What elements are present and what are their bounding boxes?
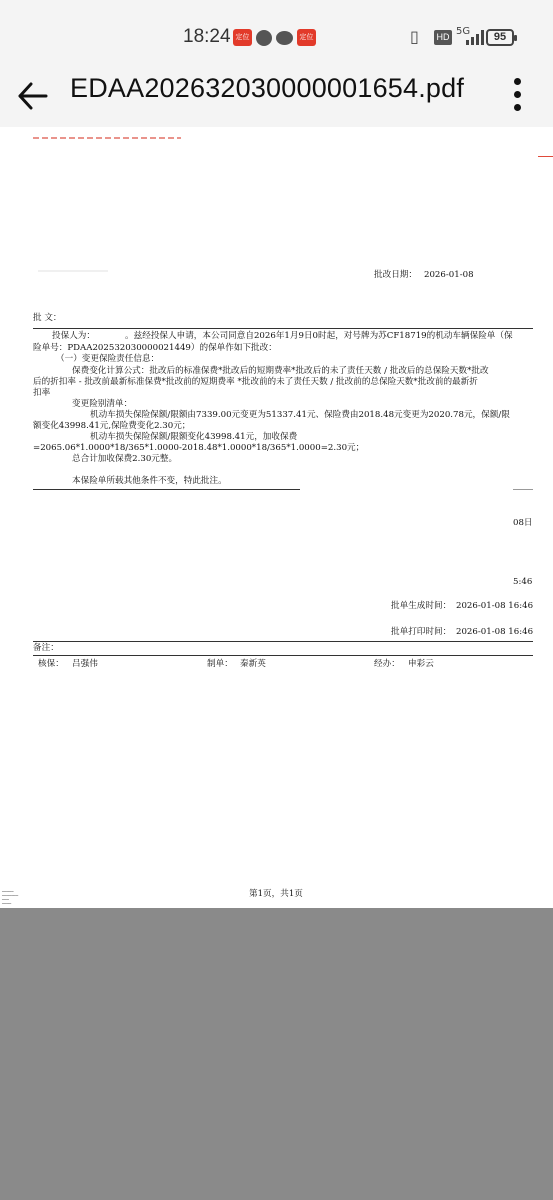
faint-mark	[38, 270, 108, 272]
reviewer-label: 核保：	[38, 659, 64, 669]
status-bar	[0, 0, 553, 70]
body-line-9: 额变化43998.41元,保险费变化2.30元；	[33, 421, 191, 431]
body-line-12: 总合计加收保费2.30元整。	[72, 454, 178, 464]
maker-name: 秦新英	[240, 659, 266, 669]
partial-date: 08日	[513, 518, 533, 528]
red-header-mark	[33, 137, 181, 139]
remarks-label: 备注：	[33, 643, 59, 653]
page-number: 第1页，共1页	[249, 889, 303, 899]
partial-time: 5:46	[513, 577, 533, 587]
printed-time-label: 批单打印时间：	[391, 627, 452, 637]
back-arrow-icon[interactable]	[14, 76, 54, 116]
body-line-13: 本保险单所载其他条件不变，特此批注。	[72, 476, 227, 486]
body-line-2: 险单号：PDAA202532030000021449）的保单作如下批改：	[33, 343, 277, 353]
empty-viewer-area	[0, 908, 553, 1200]
generated-time-label: 批单生成时间：	[391, 601, 452, 611]
body-line-7: 变更险别清单：	[72, 399, 133, 409]
status-time: 18:24	[183, 26, 231, 47]
body-line-10: 机动车损失保险保额/限额变化43998.41元，加收保费	[90, 432, 298, 442]
divider-short	[33, 489, 300, 490]
body-line-3: （一）变更保险责任信息：	[56, 354, 160, 364]
body-line-8: 机动车损失保险保额/限额由7339.00元变更为51337.41元、保险费由2018.48元变更为2020.78元，保额/限	[90, 410, 510, 420]
body-line-11: =2065.06*1.0000*18/365*1.0000-2018.48*1.0000*18/365*1.0000=2.30元；	[33, 443, 365, 453]
notification-app-icon	[256, 30, 272, 46]
generated-time-value: 2026-01-08 16:46	[456, 601, 534, 611]
more-options-icon[interactable]	[506, 75, 530, 115]
body-line-1: 投保人为： 。兹经投保人申请，本公司同意自2026年1月9日0时起，对号牌为苏CF18719的机动车辆保险单（保	[52, 331, 513, 341]
body-line-4: 保费变化计算公式：批改后的标准保费*批改后的短期费率*批改后的未了责任天数 / 批改后的总保险天数*批改	[72, 366, 489, 376]
endorsement-date-value: 2026-01-08	[424, 270, 474, 280]
divider	[33, 328, 533, 329]
divider-remarks-bottom	[33, 655, 533, 656]
red-edge-mark	[538, 156, 553, 157]
document-title: EDAA202632030000001654.pdf	[70, 73, 465, 103]
vibrate-icon: ▯	[410, 27, 419, 46]
tiny-footer-text: ▁▁▁▁▁ ▁▁▁▁▁▁▁ ▁▁▁ ▁▁▁▁	[2, 888, 19, 904]
divider-remarks-top	[33, 641, 533, 642]
body-line-6: 扣率	[33, 388, 51, 398]
hd-icon: HD	[434, 30, 452, 45]
news-app-icon: 定位	[233, 29, 252, 46]
signal-bars-icon	[466, 30, 484, 45]
pdf-page	[0, 127, 553, 908]
endorsement-date-label: 批改日期：	[374, 270, 417, 280]
handler-name: 申彩云	[408, 659, 434, 669]
reviewer-name: 吕强伟	[72, 659, 98, 669]
section-title: 批 文：	[33, 313, 62, 323]
handler-label: 经办：	[374, 659, 400, 669]
battery-icon: 95	[486, 29, 514, 46]
maker-label: 制单：	[207, 659, 233, 669]
divider-right-stub	[513, 489, 533, 490]
app-bar	[0, 70, 553, 127]
body-line-5: 后的折扣率 - 批改前最新标准保费*批改前的短期费率 *批改前的未了责任天数 / 批改前的总保险天数*批改前的最新折	[33, 377, 478, 387]
news-app-icon-2: 定位	[297, 29, 316, 46]
printed-time-value: 2026-01-08 16:46	[456, 627, 534, 637]
network-type-label: 5G	[456, 26, 471, 37]
chat-bubble-icon	[276, 31, 293, 45]
